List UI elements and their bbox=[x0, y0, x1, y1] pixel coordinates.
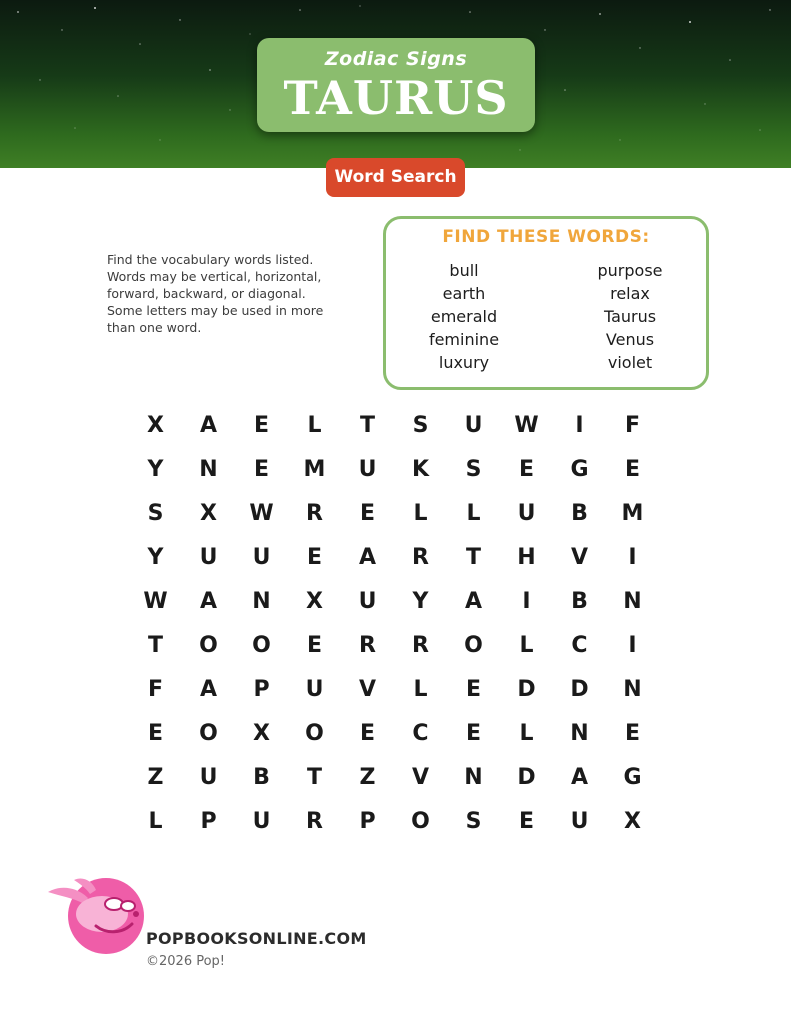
grid-cell: F bbox=[624, 413, 641, 438]
grid-cell: X bbox=[200, 501, 217, 526]
grid-row bbox=[129, 756, 659, 800]
grid-row bbox=[129, 536, 659, 580]
grid-cell: S bbox=[465, 457, 482, 482]
grid-cell: E bbox=[465, 721, 482, 746]
grid-cell: W bbox=[514, 413, 539, 438]
grid-row bbox=[129, 668, 659, 712]
grid-cell: N bbox=[570, 721, 589, 746]
grid-cell: Y bbox=[412, 589, 429, 614]
grid-row bbox=[129, 580, 659, 624]
grid-cell: U bbox=[358, 589, 377, 614]
grid-cell: N bbox=[623, 589, 642, 614]
grid-cell: X bbox=[147, 413, 164, 438]
grid-cell: T bbox=[359, 413, 375, 438]
grid-cell: V bbox=[358, 677, 377, 702]
grid-cell: R bbox=[306, 501, 323, 526]
grid-cell: O bbox=[411, 809, 430, 834]
grid-cell: T bbox=[306, 765, 322, 790]
grid-cell: W bbox=[143, 589, 168, 614]
word-item: luxury bbox=[438, 353, 490, 372]
grid-cell: U bbox=[358, 457, 377, 482]
grid-cell: W bbox=[249, 501, 274, 526]
grid-row bbox=[129, 800, 659, 844]
grid-cell: E bbox=[359, 501, 376, 526]
grid-cell: L bbox=[413, 501, 428, 526]
grid-cell: Y bbox=[147, 545, 164, 570]
grid-cell: Z bbox=[147, 765, 164, 790]
grid-cell: A bbox=[464, 589, 483, 614]
grid-cell: E bbox=[518, 809, 535, 834]
grid-cell: S bbox=[147, 501, 164, 526]
grid-cell: P bbox=[359, 809, 376, 834]
word-item: relax bbox=[610, 284, 650, 303]
grid-cell: E bbox=[465, 677, 482, 702]
grid-row bbox=[129, 624, 659, 668]
grid-cell: E bbox=[518, 457, 535, 482]
grid-cell: U bbox=[570, 809, 589, 834]
grid-cell: X bbox=[253, 721, 270, 746]
grid-cell: B bbox=[253, 765, 270, 790]
grid-cell: N bbox=[464, 765, 483, 790]
grid-cell: I bbox=[628, 545, 637, 570]
grid-cell: A bbox=[199, 589, 218, 614]
grid-cell: M bbox=[621, 501, 644, 526]
grid-cell: A bbox=[199, 677, 218, 702]
grid-cell: L bbox=[307, 413, 322, 438]
copyright-text: ©2026 Pop! bbox=[146, 954, 226, 969]
grid-cell: P bbox=[200, 809, 217, 834]
grid-cell: U bbox=[199, 545, 218, 570]
grid-cell: S bbox=[465, 809, 482, 834]
grid-cell: D bbox=[517, 765, 536, 790]
grid-cell: R bbox=[412, 545, 429, 570]
grid-cell: A bbox=[199, 413, 218, 438]
word-item: earth bbox=[442, 284, 486, 303]
grid-cell: N bbox=[623, 677, 642, 702]
grid-cell: E bbox=[147, 721, 164, 746]
grid-cell: T bbox=[465, 545, 481, 570]
grid-row bbox=[129, 448, 659, 492]
grid-cell: C bbox=[571, 633, 588, 658]
grid-cell: N bbox=[252, 589, 271, 614]
grid-cell: L bbox=[148, 809, 163, 834]
grid-cell: G bbox=[570, 457, 589, 482]
word-item: feminine bbox=[428, 330, 500, 349]
grid-cell: E bbox=[359, 721, 376, 746]
word-list-left-column bbox=[389, 259, 539, 374]
title-box bbox=[257, 38, 535, 132]
grid-cell: M bbox=[303, 457, 326, 482]
grid-cell: U bbox=[199, 765, 218, 790]
grid-cell: U bbox=[252, 809, 271, 834]
grid-cell: L bbox=[519, 721, 534, 746]
grid-cell: R bbox=[359, 633, 376, 658]
grid-cell: H bbox=[517, 545, 536, 570]
grid-cell: F bbox=[147, 677, 164, 702]
word-item: purpose bbox=[597, 261, 663, 280]
grid-cell: B bbox=[571, 501, 588, 526]
pop-kangaroo-logo-icon bbox=[44, 874, 148, 956]
grid-cell: S bbox=[412, 413, 429, 438]
grid-cell: O bbox=[252, 633, 271, 658]
grid-cell: X bbox=[306, 589, 323, 614]
grid-cell: V bbox=[411, 765, 430, 790]
grid-cell: I bbox=[628, 633, 637, 658]
grid-row bbox=[129, 712, 659, 756]
grid-cell: G bbox=[623, 765, 642, 790]
grid-cell: K bbox=[411, 457, 430, 482]
grid-cell: N bbox=[199, 457, 218, 482]
grid-cell: I bbox=[522, 589, 531, 614]
word-list-box bbox=[383, 216, 709, 390]
grid-cell: P bbox=[253, 677, 270, 702]
word-list-right-column bbox=[555, 259, 705, 374]
word-item: Taurus bbox=[603, 307, 657, 326]
grid-cell: R bbox=[412, 633, 429, 658]
grid-cell: E bbox=[624, 721, 641, 746]
grid-cell: D bbox=[570, 677, 589, 702]
grid-cell: L bbox=[466, 501, 481, 526]
grid-cell: E bbox=[624, 457, 641, 482]
grid-cell: T bbox=[147, 633, 163, 658]
grid-cell: U bbox=[252, 545, 271, 570]
word-list-title: FIND THESE WORDS: bbox=[442, 227, 650, 247]
grid-cell: L bbox=[413, 677, 428, 702]
grid-cell: X bbox=[624, 809, 641, 834]
grid-cell: O bbox=[464, 633, 483, 658]
grid-cell: R bbox=[306, 809, 323, 834]
site-url: POPBOOKSONLINE.COM bbox=[146, 929, 367, 948]
grid-cell: A bbox=[570, 765, 589, 790]
grid-cell: V bbox=[570, 545, 589, 570]
grid-row bbox=[129, 492, 659, 536]
grid-cell: Z bbox=[359, 765, 376, 790]
grid-cell: E bbox=[306, 633, 323, 658]
grid-cell: E bbox=[253, 457, 270, 482]
word-item: violet bbox=[607, 353, 653, 372]
grid-cell: U bbox=[305, 677, 324, 702]
word-item: Venus bbox=[605, 330, 655, 349]
grid-cell: U bbox=[464, 413, 483, 438]
grid-cell: B bbox=[571, 589, 588, 614]
grid-cell: O bbox=[199, 721, 218, 746]
grid-cell: D bbox=[517, 677, 536, 702]
grid-cell: I bbox=[575, 413, 584, 438]
grid-cell: A bbox=[358, 545, 377, 570]
page-subtitle: Zodiac Signs bbox=[324, 48, 468, 70]
word-item: bull bbox=[449, 261, 479, 280]
grid-cell: U bbox=[517, 501, 536, 526]
grid-cell: E bbox=[253, 413, 270, 438]
word-item: emerald bbox=[430, 307, 498, 326]
grid-cell: C bbox=[412, 721, 429, 746]
grid-cell: O bbox=[305, 721, 324, 746]
grid-cell: O bbox=[199, 633, 218, 658]
instructions-text: Find the vocabulary words listed. Words may be vertical, horizontal, forward, backward, or diagonal. Some letters may be used in more than one word. bbox=[107, 252, 324, 335]
letter-grid bbox=[129, 404, 659, 844]
grid-cell: Y bbox=[147, 457, 164, 482]
grid-row bbox=[129, 404, 659, 448]
page-title: TAURUS bbox=[283, 71, 509, 125]
grid-cell: E bbox=[306, 545, 323, 570]
word-search-tag: Word Search bbox=[326, 158, 465, 197]
grid-cell: L bbox=[519, 633, 534, 658]
